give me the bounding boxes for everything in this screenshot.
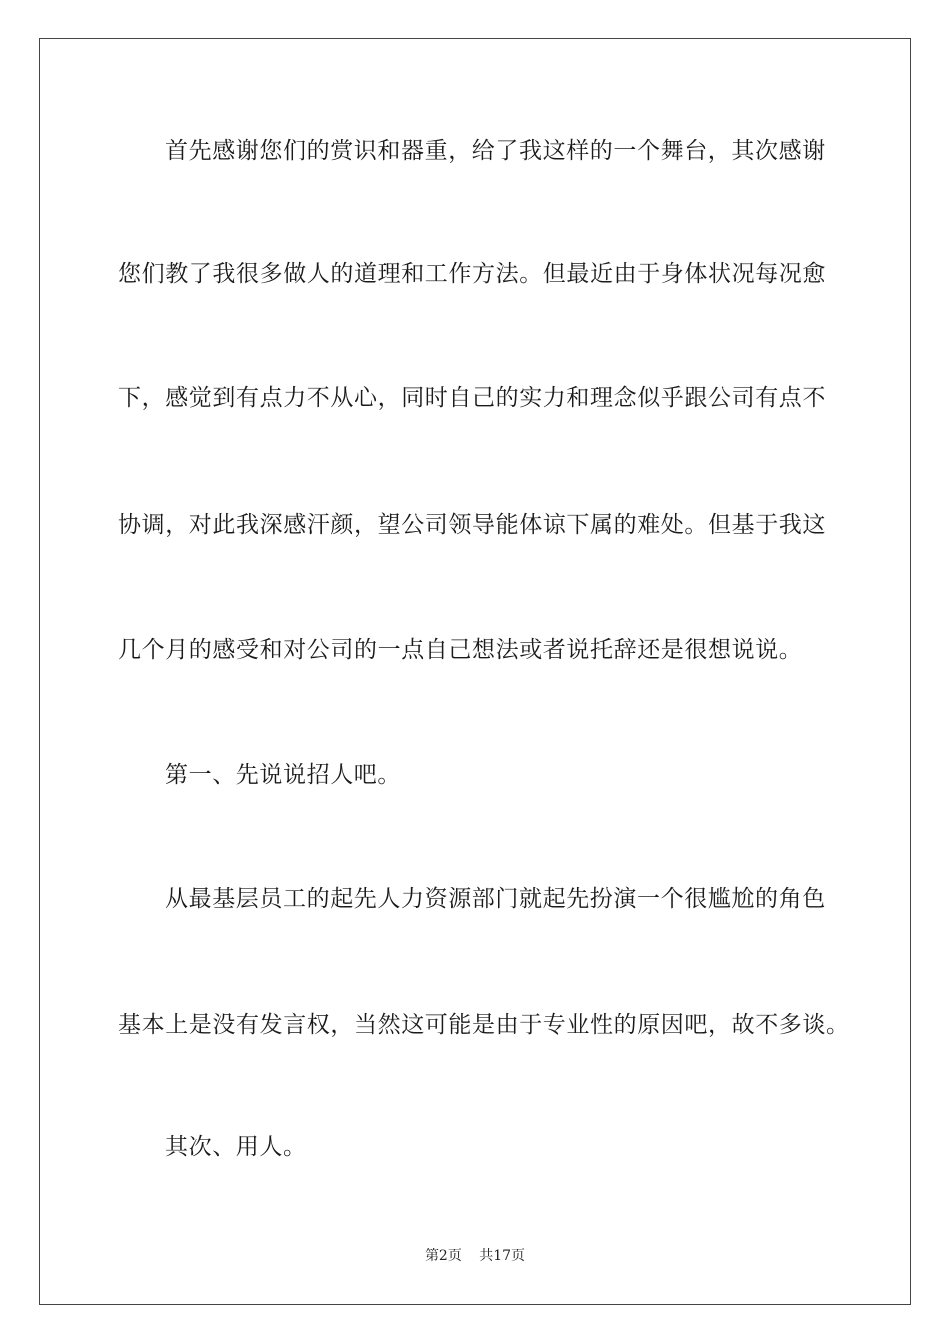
- paragraph-line: 基本上是没有发言权，当然这可能是由于专业性的原因吧，故不多谈。: [118, 1012, 850, 1038]
- section-heading-line: 其次、用人。: [165, 1134, 307, 1160]
- paragraph-line: 您们教了我很多做人的道理和工作方法。但最近由于身体状况每况愈: [118, 261, 826, 287]
- page-number: 第2页: [424, 1248, 462, 1264]
- paragraph-line: 从最基层员工的起先人力资源部门就起先扮演一个很尴尬的角色: [165, 886, 826, 912]
- paragraph-line: 首先感谢您们的赏识和器重，给了我这样的一个舞台，其次感谢: [165, 138, 826, 164]
- paragraph-line: 协调，对此我深感汗颜，望公司领导能体谅下属的难处。但基于我这: [118, 512, 826, 538]
- page-total: 共17页: [479, 1248, 526, 1264]
- page-footer: [0, 1246, 950, 1266]
- page-border: [39, 38, 911, 1305]
- section-heading-line: 第一、先说说招人吧。: [165, 762, 401, 788]
- paragraph-line: 下，感觉到有点力不从心，同时自己的实力和理念似乎跟公司有点不: [118, 385, 826, 411]
- paragraph-line: 几个月的感受和对公司的一点自己想法或者说托辞还是很想说说。: [118, 637, 803, 663]
